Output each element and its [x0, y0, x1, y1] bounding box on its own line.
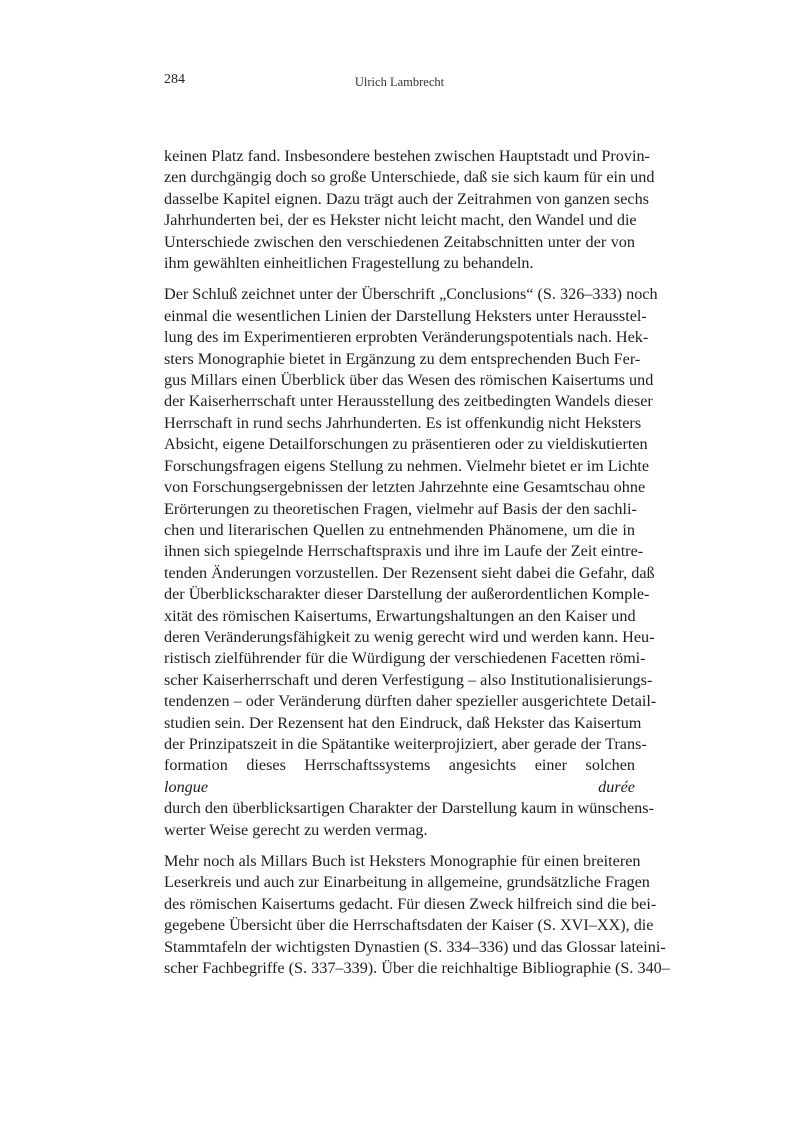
text-line: gegebene Übersicht über die Herrschaftsdaten der Kaiser (S. XVI–XX), die [164, 916, 654, 935]
text-line: tenden Änderungen vorzustellen. Der Rezensent sieht dabei die Gefahr, daß [164, 563, 655, 582]
text-line: von Forschungsergebnissen der letzten Jahrzehnte eine Gesamtschau ohne [164, 478, 646, 497]
text-line: sters Monographie bietet in Ergänzung zu dem entsprechenden Buch Fer- [164, 349, 641, 368]
text-line: ristisch zielführender für die Würdigung der verschiedenen Facetten römi- [164, 649, 646, 668]
paragraph-2 [164, 284, 658, 841]
text-line: werter Weise gerecht zu werden vermag. [164, 820, 428, 839]
text-line: Absicht, eigene Detailforschungen zu präsentieren oder zu vieldiskutierten [164, 435, 648, 454]
text-line: xität des römischen Kaisertums, Erwartungshaltungen an den Kaiser und [164, 606, 636, 625]
text-line: scher Kaiserherrschaft und deren Verfestigung – also Institutionalisierungs- [164, 670, 653, 689]
text-line: des römischen Kaisertums gedacht. Für diesen Zweck hilfreich sind die bei- [164, 894, 657, 913]
paragraph-3 [164, 851, 670, 979]
text-line: Leserkreis und auch zur Einarbeitung in allgemeine, grundsätzliche Fragen [164, 873, 650, 892]
italic-term: longue durée [164, 777, 635, 796]
text-line: dasselbe Kapitel eignen. Dazu trägt auch der Zeitrahmen von ganzen sechs [164, 189, 649, 208]
paragraph-1 [164, 146, 655, 274]
text-line: Unterschiede zwischen den verschiedenen Zeitabschnitten unter der von [164, 232, 635, 251]
text-line: Forschungsfragen eigens Stellung zu nehmen. Vielmehr bietet er im Lichte [164, 456, 650, 475]
text-line: Jahrhunderten bei, der es Hekster nicht leicht macht, den Wandel und die [164, 211, 637, 230]
body-text [164, 146, 670, 989]
text-line: studien sein. Der Rezensent hat den Eindruck, daß Hekster das Kaisertum [164, 713, 642, 732]
text-line: Mehr noch als Millars Buch ist Heksters Monographie für einen breiteren [164, 852, 641, 870]
text-line: einmal die wesentlichen Linien der Darstellung Heksters unter Herausstel- [164, 306, 647, 325]
text-line: der Prinzipatszeit in die Spätantike weiterprojiziert, aber gerade der Trans- [164, 734, 647, 753]
running-head [164, 72, 635, 92]
page-number: 284 [164, 72, 185, 87]
text-line: Erörterungen zu theoretischen Fragen, vielmehr auf Basis der den sachli- [164, 499, 637, 518]
text-line [164, 755, 635, 798]
text-line: scher Fachbegriffe (S. 337–339). Über die reichhaltige Bibliographie (S. 340– [164, 959, 670, 978]
text-line: lung des im Experimentieren erprobten Veränderungspotentials nach. Hek- [164, 328, 649, 347]
text-line: keinen Platz fand. Insbesondere bestehen zwischen Hauptstadt und Provin- [164, 147, 650, 165]
text-line: ihnen sich spiegelnde Herrschaftspraxis und ihre im Laufe der Zeit eintre- [164, 542, 644, 561]
text-line: durch den überblicksartigen Charakter der Darstellung kaum in wünschens- [164, 799, 654, 818]
text-line: Herrschaft in rund sechs Jahrhunderten. Es ist offenkundig nicht Heksters [164, 413, 642, 432]
text-line: Der Schluß zeichnet unter der Überschrift „Conclusions“ (S. 326–333) noch [164, 285, 658, 304]
text-line: ihm gewählten einheitlichen Fragestellung zu behandeln. [164, 254, 534, 273]
text-line: chen und literarischen Quellen zu entnehmenden Phänomene, um die in [164, 520, 635, 539]
text-line: der Kaiserherrschaft unter Herausstellung des zeitbedingten Wandels dieser [164, 392, 653, 411]
running-head-author: Ulrich Lambrecht [354, 75, 445, 89]
text-line: zen durchgängig doch so große Unterschiede, daß sie sich kaum für ein und [164, 168, 655, 187]
text-line: tendenzen – oder Veränderung dürften daher spezieller ausgerichtete Detail- [164, 692, 657, 711]
text-line: gus Millars einen Überblick über das Wesen des römischen Kaisertums und [164, 371, 654, 390]
text-line: Stammtafeln der wichtigsten Dynastien (S. 334–336) und das Glossar lateini- [164, 937, 666, 956]
text-line: deren Veränderungsfähigkeit zu wenig gerecht wird und werden kann. Heu- [164, 627, 655, 646]
text-line-segment: formation dieses Herrschaftssystems angesichts einer solchen [164, 756, 635, 775]
text-line: der Überblickscharakter dieser Darstellung der außerordentlichen Komple- [164, 585, 650, 604]
